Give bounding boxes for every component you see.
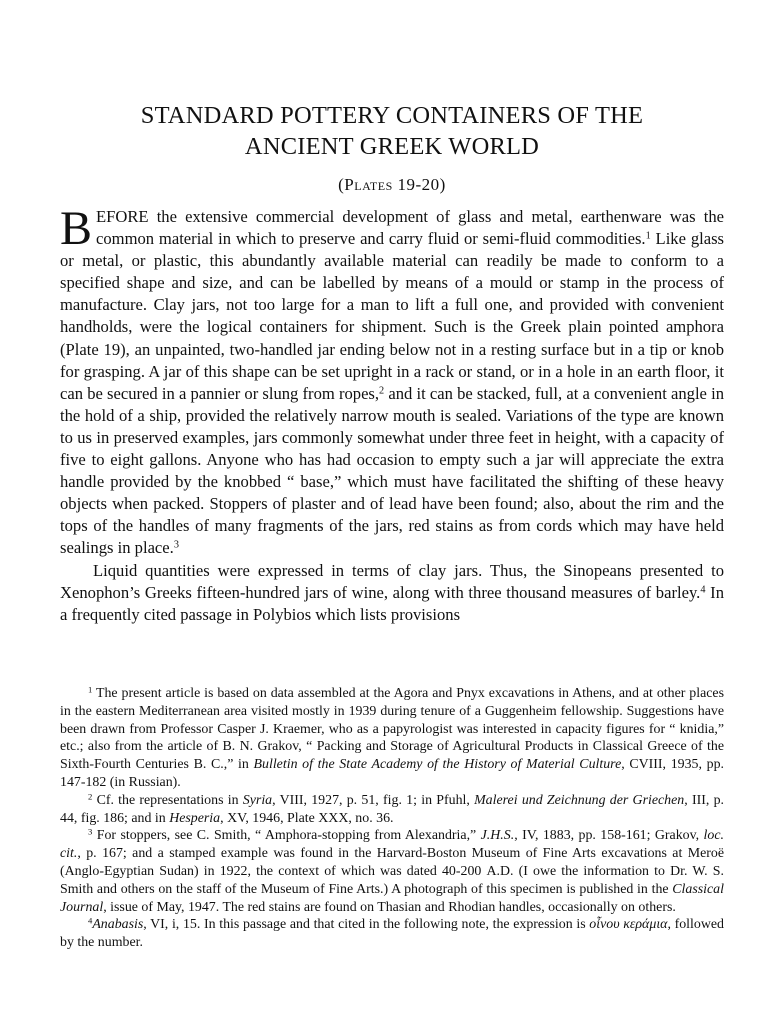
p1-text-b: Like glass or metal, or plastic, this abundantly available material can readily be made to conform to a specified shape and size, and can be labelled by means of a mould or stamp in the process of manufacture. Clay jars, not too large for a man to lift a full one, and provided with convenient handholds, were the logical containers for shipment. Such is the Greek plain pointed amphora (Plate 19), an unpainted, two-handled jar ending below not in a resting surface but in a tip or knob for grasping. A jar of this shape can be set upright in a rack or stand, or in a hole in an earth floor, it can be secured in a pannier or slung from ropes, (60, 229, 725, 403)
footnote-ref-3: 3 (173, 539, 179, 551)
fn1-text-b: , CVIII, 1935, pp. 147-182 (in Russian). (60, 757, 724, 790)
footnote-2-mark: 2 (88, 791, 93, 802)
fn3-text-e: , issue of May, 1947. The red stains are found on Thasian and Rhodian handles, occasionally on others. (103, 899, 676, 915)
p1-text-a: EFORE the extensive commercial development of glass and metal, earthenware was the common material in which to preserve and carry fluid or semi-fluid commodities. (96, 207, 724, 249)
title-line-2: ANCIENT GREEK WORLD (244, 133, 540, 160)
fn2-text-d: , XV, 1946, Plate XXX, no. 36. (220, 810, 394, 826)
fn3-text-a: For stoppers, see C. Smith, “ Amphora-stopping from Alexandria,” (96, 828, 481, 844)
footnote-1 (60, 685, 724, 792)
fn3-italic-b: loc. cit. (60, 828, 724, 862)
fn2-italic-c: Hesperia (169, 810, 221, 826)
footnote-3 (60, 827, 724, 916)
footnote-ref-2: 2 (379, 385, 385, 397)
fn3-italic-c: Classical Journal (60, 881, 724, 915)
fn4-italic-a: Anabasis (92, 917, 144, 933)
fn2-italic-a: Syria (242, 792, 273, 808)
fn2-text-b: , VIII, 1927, p. 51, fig. 1; in Pfuhl, (272, 792, 475, 808)
fn3-era: A.D. (486, 863, 514, 879)
fn4-text-b: , followed by the number. (60, 917, 724, 951)
footnote-1-mark: 1 (88, 684, 93, 695)
footnote-ref-1: 1 (645, 230, 651, 242)
footnotes (60, 685, 724, 952)
p2-text-a: Liquid quantities were expressed in terms of clay jars. Thus, the Sinopeans presented to Xenophon’s Greeks fifteen-hundred jars of wine, along with three thousand measures of barley. (60, 560, 724, 602)
footnote-4-mark: 4 (88, 915, 93, 926)
body-text (60, 202, 725, 626)
footnote-ref-4: 4 (700, 583, 706, 595)
article-title (60, 100, 724, 162)
fn2-italic-b: Malerei und Zeichnung der Griechen (474, 792, 685, 808)
fn1-journal: Bulletin of the State Academy of the History of Material Culture (253, 757, 622, 773)
fn3-italic-a: J.H.S. (480, 828, 515, 844)
drop-cap: B (60, 202, 93, 255)
paragraph-1 (60, 202, 725, 560)
fn1-text-a: The present article is based on data assembled at the Agora and Pnyx excavations in Athens, and at other places in the eastern Mediterranean area visited mostly in 1939 during tenure of a Guggenheim fellowship. Suggestions have been drawn from Professor Casper J. Kraemer, who as a papyrologist was interested in capacity figures for “ knidia,” etc.; also from the article of B. N. Grakov, “ Packing and Storage of Agricultural Products in Classical Greece of the Sixth-Fourth Centuries B. C.,” in (60, 686, 724, 773)
fn3-text-b: , IV, 1883, pp. 158-161; Grakov, (514, 828, 704, 844)
fn2-text-c: , III, p. 44, fig. 186; and in (60, 792, 724, 826)
fn4-greek: οἶνου κεράμια (589, 917, 668, 933)
plates-reference: (Plates 19-20) (338, 175, 446, 194)
p1-text-c: and it can be stacked, full, at a convenient angle in the hold of a ship, provided the relatively narrow mouth is sealed. Variations of the type are known to us in preserved examples, jars commonly somewhat under three feet in height, with a capacity of five to eight gallons. Anyone who has had occasion to empty such a jar will appreciate the extra handle provided by the knobbed “ base,” which must have facilitated the shifting of these heavy objects when packed. Stoppers of plaster and of lead have been found; also, about the rim and the tops of the handles of many fragments of the jars, red stains as from cords which may have held sealings in place. (60, 383, 724, 558)
fn3-text-d: (I owe the information to Dr. W. S. Smith and others on the staff of the Museum of Fine Arts.) A photograph of this specimen is published in the (60, 863, 724, 897)
title-line-1: STANDARD POTTERY CONTAINERS OF THE (140, 102, 644, 129)
footnote-4 (60, 916, 724, 952)
p2-text-b: In a frequently cited passage in Polybios which lists provisions (60, 582, 724, 624)
paragraph-2 (60, 560, 724, 626)
fn3-text-c: , p. 167; and a stamped example was found in the Harvard-Boston Museum of Fine Arts excavations at Meroë (Anglo-Egyptian Sudan) in 1922, the context of which was dated 40-200 (60, 846, 724, 879)
fn4-text-a: , VI, i, 15. In this passage and that cited in the following note, the expression is (143, 917, 590, 933)
footnote-2 (60, 792, 724, 828)
fn2-text-a: Cf. the representations in (96, 792, 243, 808)
footnote-3-mark: 3 (88, 826, 93, 837)
